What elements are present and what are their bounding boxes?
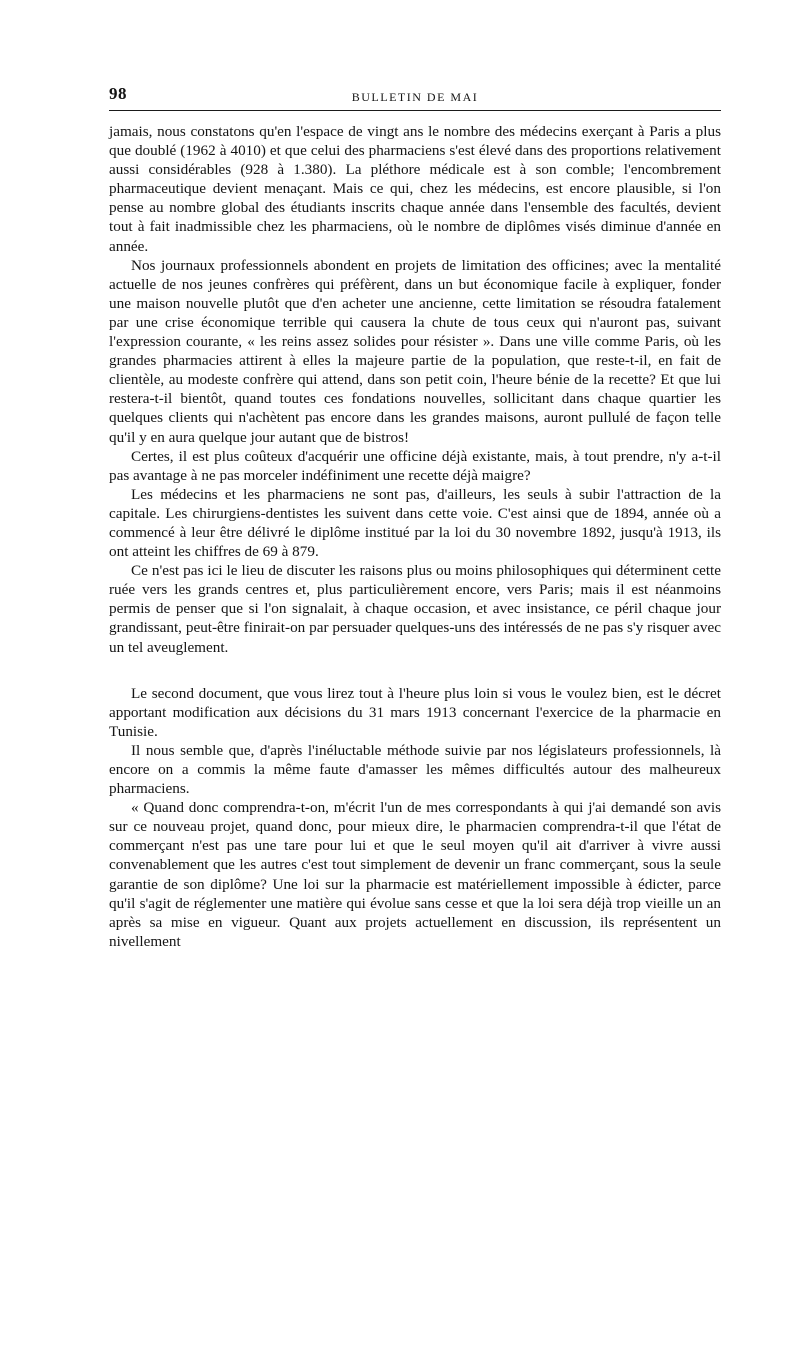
body-text — [109, 122, 721, 951]
paragraph: Il nous semble que, d'après l'inéluctable méthode suivie par nos législateurs professionnels, là encore on a commis la même faute d'amasser les mêmes difficultés autour des malheureux pharmaciens. — [109, 741, 721, 798]
paragraph: Ce n'est pas ici le lieu de discuter les raisons plus ou moins philosophiques qui déterminent cette ruée vers les grands centres et, plus particulièrement encore, vers Paris; mais il est néanmoins permis de penser que si l'on signalait, à chaque occasion, et avec insistance, ce péril chaque jour grandissant, peut-être finirait-on par persuader quelques-uns des intéressés de ne pas s'y risquer avec un tel aveuglement. — [109, 562, 721, 656]
page-header — [109, 80, 721, 110]
paragraph: Certes, il est plus coûteux d'acquérir une officine déjà existante, mais, à tout prendre, n'y a-t-il pas avantage à ne pas morceler indéfiniment une recette déjà maigre? — [109, 447, 721, 484]
section-gap — [109, 657, 721, 684]
page-number: 98 — [109, 84, 127, 103]
paragraph: « Quand donc comprendra-t-on, m'écrit l'un de mes correspondants à qui j'ai demandé son avis sur ce nouveau projet, quand donc, pour mieux dire, le pharmacien comprendra-t-il que l'état de commerçant n'est pas une tare pour lui et que le seul moyen qu'il ait d'arriver à vivre aussi convenablement que les autres c'est tout simplement de devenir un franc commerçant, sous la seule garantie de son diplôme? Une loi sur la pharmacie est matériellement impossible à édicter, parce qu'il s'agit de réglementer une matière qui évolue sans cesse et que la loi sera déjà trop vieille un an après sa mise en vigueur. Quant aux projets actuellement en discussion, ils représentent un nivellement — [109, 799, 721, 950]
running-title: BULLETIN DE MAI — [351, 90, 479, 104]
paragraph: Nos journaux professionnels abondent en projets de limitation des officines; avec la mentalité actuelle de nos jeunes confrères qui préfèrent, dans un but économique facile à expliquer, fonder une maison nouvelle plutôt que d'en acheter une ancienne, cette limitation se résoudra fatalement par une crise économique terrible qui causera la chute de tous ceux qui n'auront pas, suivant l'expression courante, « les reins assez solides pour résister ». Dans une ville comme Paris, où les grandes pharmacies attirent à elles la majeure partie de la population, que reste-t-il, en fait de clientèle, au modeste confrère qui attend, dans son petit coin, l'heure bénie de la recette? Et que lui restera-t-il bientôt, quand toutes ces fondations nouvelles, sollicitant dans chaque quartier les quelques clients qui n'achètent pas encore dans les grandes maisons, auront pullulé de façon telle qu'il y en aura quelque jour autant que de bistros! — [109, 256, 721, 446]
paragraph: Le second document, que vous lirez tout à l'heure plus loin si vous le voulez bien, est le décret apportant modification aux décisions du 31 mars 1913 concernant l'exercice de la pharmacie en Tunisie. — [109, 684, 721, 740]
paragraph: jamais, nous constatons qu'en l'espace de vingt ans le nombre des médecins exerçant à Paris a plus que doublé (1962 à 4010) et que celui des pharmaciens s'est élevé dans des proportions relativement aussi considérables (928 à 1.380). La pléthore médicale est à son comble; l'encombrement pharmaceutique devient menaçant. Mais ce qui, chez les médecins, est encore plausible, si l'on pense au nombre global des étudiants inscrits chaque année dans l'ensemble des facultés, devient tout à fait inadmissible chez les pharmaciens, où le nombre de diplômes visés diminue d'année en année. — [109, 123, 721, 255]
paragraph: Les médecins et les pharmaciens ne sont pas, d'ailleurs, les seuls à subir l'attraction de la capitale. Les chirurgiens-dentistes les suivent dans cette voie. C'est ainsi que de 1894, année où a commencé à leur être délivré le diplôme institué par la loi du 30 novembre 1892, jusqu'à 1913, ils ont atteint les chiffres de 69 à 879. — [109, 485, 721, 561]
header-rule — [109, 110, 721, 111]
page — [109, 80, 721, 951]
